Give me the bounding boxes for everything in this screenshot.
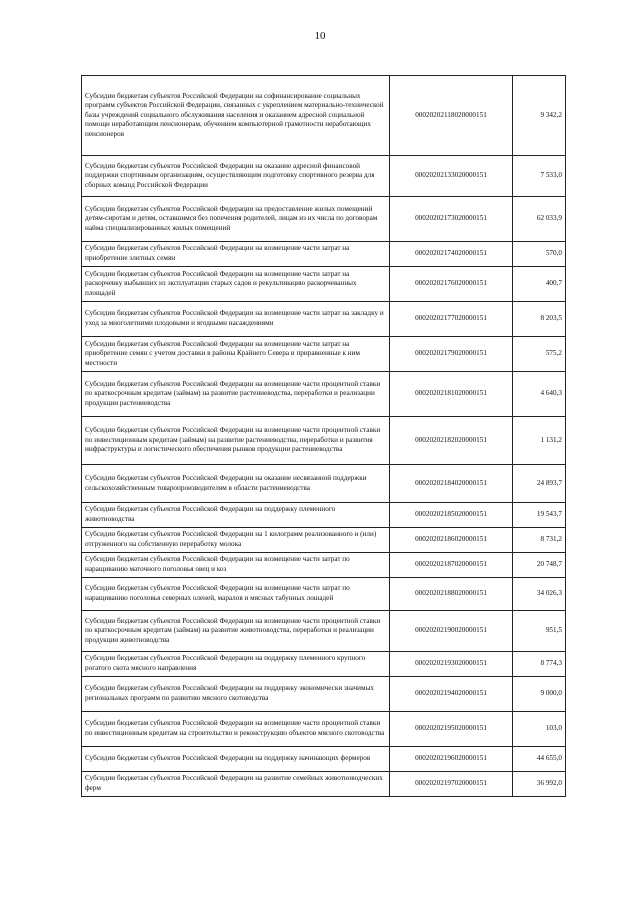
row-amount: 575,2	[513, 337, 566, 372]
budget-code: 00020202133020000151	[390, 156, 513, 197]
table-row	[82, 242, 566, 267]
table-row	[82, 611, 566, 652]
row-amount: 8 774,3	[513, 652, 566, 677]
table-row	[82, 197, 566, 242]
row-amount: 7 533,0	[513, 156, 566, 197]
row-amount: 62 033,9	[513, 197, 566, 242]
table-row	[82, 372, 566, 417]
row-description: Субсидии бюджетам субъектов Российской Федерации на возмещение части процентной ставки по краткосрочным кредитам (займам) на развитие растениеводства, переработки и реализации продукции растениеводства	[82, 372, 390, 417]
row-description: Субсидии бюджетам субъектов Российской Федерации на возмещение части затрат по наращиванию маточного поголовья овец и коз	[82, 553, 390, 578]
table-row	[82, 417, 566, 465]
row-description: Субсидии бюджетам субъектов Российской Федерации на возмещение части затрат на приобретение семян с учетом доставки в районы Крайнего Севера и приравненные к ним местности	[82, 337, 390, 372]
row-amount: 9 342,2	[513, 76, 566, 156]
row-description: Субсидии бюджетам субъектов Российской Федерации на возмещение части процентной ставки по инвестиционным кредитам на строительство и реконструкцию объектов мясного скотоводства	[82, 712, 390, 747]
row-description: Субсидии бюджетам субъектов Российской Федерации на оказание несвязанной поддержки сельскохозяйственным товаропроизводителям в области растениеводства	[82, 465, 390, 503]
row-amount: 570,0	[513, 242, 566, 267]
table-row	[82, 503, 566, 528]
row-description: Субсидии бюджетам субъектов Российской Федерации на развитие семейных животноводческих ферм	[82, 772, 390, 797]
budget-code: 00020202195020000151	[390, 712, 513, 747]
row-amount: 8 203,5	[513, 302, 566, 337]
budget-code: 00020202187020000151	[390, 553, 513, 578]
budget-code: 00020202179020000151	[390, 337, 513, 372]
budget-code: 00020202196020000151	[390, 747, 513, 772]
row-description: Субсидии бюджетам субъектов Российской Федерации на предоставление жилых помещений детям-сиротам и детям, оставшимся без попечения родителей, лицам из их числа по договорам найма специализированных жилых помещений	[82, 197, 390, 242]
table-row	[82, 747, 566, 772]
table-row	[82, 267, 566, 302]
budget-code: 00020202182020000151	[390, 417, 513, 465]
table-row	[82, 578, 566, 611]
page-number: 10	[314, 30, 326, 42]
budget-code: 00020202177020000151	[390, 302, 513, 337]
row-amount: 103,0	[513, 712, 566, 747]
table-row	[82, 712, 566, 747]
budget-code: 00020202118020000151	[390, 76, 513, 156]
row-description: Субсидии бюджетам субъектов Российской Федерации на поддержку экономически значимых региональных программ по развитию мясного скотоводства	[82, 677, 390, 712]
budget-table	[81, 75, 566, 797]
table-row	[82, 465, 566, 503]
table-row	[82, 553, 566, 578]
row-amount: 4 640,3	[513, 372, 566, 417]
row-description: Субсидии бюджетам субъектов Российской Федерации на возмещение части затрат на раскорчевку выбывших из эксплуатации старых садов и рекультивацию раскорчеванных площадей	[82, 267, 390, 302]
table-row	[82, 652, 566, 677]
row-amount: 9 000,0	[513, 677, 566, 712]
row-description: Субсидии бюджетам субъектов Российской Федерации на оказание адресной финансовой поддержки спортивным организациям, осуществляющим подготовку спортивного резерва для сборных команд Российской Федерации	[82, 156, 390, 197]
budget-code: 00020202176020000151	[390, 267, 513, 302]
table-row	[82, 772, 566, 797]
table-row	[82, 76, 566, 156]
row-amount: 44 655,0	[513, 747, 566, 772]
row-description: Субсидии бюджетам субъектов Российской Федерации на поддержку племенного крупного рогатого скота мясного направления	[82, 652, 390, 677]
row-description: Субсидии бюджетам субъектов Российской Федерации на поддержку племенного животноводства	[82, 503, 390, 528]
row-amount: 8 731,2	[513, 528, 566, 553]
row-description: Субсидии бюджетам субъектов Российской Федерации на возмещение части затрат на закладку и уход за многолетними плодовыми и ягодными насаждениями	[82, 302, 390, 337]
table-row	[82, 302, 566, 337]
budget-code: 00020202190020000151	[390, 611, 513, 652]
budget-code: 00020202194020000151	[390, 677, 513, 712]
row-amount: 34 026,3	[513, 578, 566, 611]
budget-code: 00020202185020000151	[390, 503, 513, 528]
budget-code: 00020202181020000151	[390, 372, 513, 417]
table-row	[82, 156, 566, 197]
row-description: Субсидии бюджетам субъектов Российской Федерации на возмещение части затрат на приобретение элитных семян	[82, 242, 390, 267]
row-description: Субсидии бюджетам субъектов Российской Федерации на 1 килограмм реализованного и (или) отгруженного на собственную переработку молока	[82, 528, 390, 553]
row-description: Субсидии бюджетам субъектов Российской Федерации на возмещение части процентной ставки по краткосрочным кредитам (займам) на развитие животноводства, переработки и реализации продукции животноводства	[82, 611, 390, 652]
row-description: Субсидии бюджетам субъектов Российской Федерации на возмещение части затрат по наращиванию поголовья северных оленей, маралов и мясных табунных лошадей	[82, 578, 390, 611]
row-amount: 19 543,7	[513, 503, 566, 528]
row-amount: 24 893,7	[513, 465, 566, 503]
budget-code: 00020202174020000151	[390, 242, 513, 267]
budget-code: 00020202193020000151	[390, 652, 513, 677]
budget-code: 00020202197020000151	[390, 772, 513, 797]
row-description: Субсидии бюджетам субъектов Российской Федерации на софинансирование социальных программ субъектов Российской Федерации, связанных с укреплением материально-технической базы учреждений социального обслуживания населения и оказанием адресной социальной помощи неработающим пенсионерам, обучением компьютерной грамотности неработающих пенсионеров	[82, 76, 390, 156]
table-row	[82, 677, 566, 712]
row-amount: 1 131,2	[513, 417, 566, 465]
budget-code: 00020202188020000151	[390, 578, 513, 611]
row-description: Субсидии бюджетам субъектов Российской Федерации на возмещение части процентной ставки по инвестиционным кредитам (займам) на развитие растениеводства, переработки и развития инфраструктуры и логистического обеспечения рынков продукции растениеводства	[82, 417, 390, 465]
row-description: Субсидии бюджетам субъектов Российской Федерации на поддержку начинающих фермеров	[82, 747, 390, 772]
row-amount: 400,7	[513, 267, 566, 302]
budget-table-body	[82, 76, 566, 797]
budget-code: 00020202173020000151	[390, 197, 513, 242]
row-amount: 20 748,7	[513, 553, 566, 578]
table-row	[82, 337, 566, 372]
row-amount: 36 992,0	[513, 772, 566, 797]
table-row	[82, 528, 566, 553]
budget-code: 00020202184020000151	[390, 465, 513, 503]
row-amount: 951,5	[513, 611, 566, 652]
budget-code: 00020202186020000151	[390, 528, 513, 553]
